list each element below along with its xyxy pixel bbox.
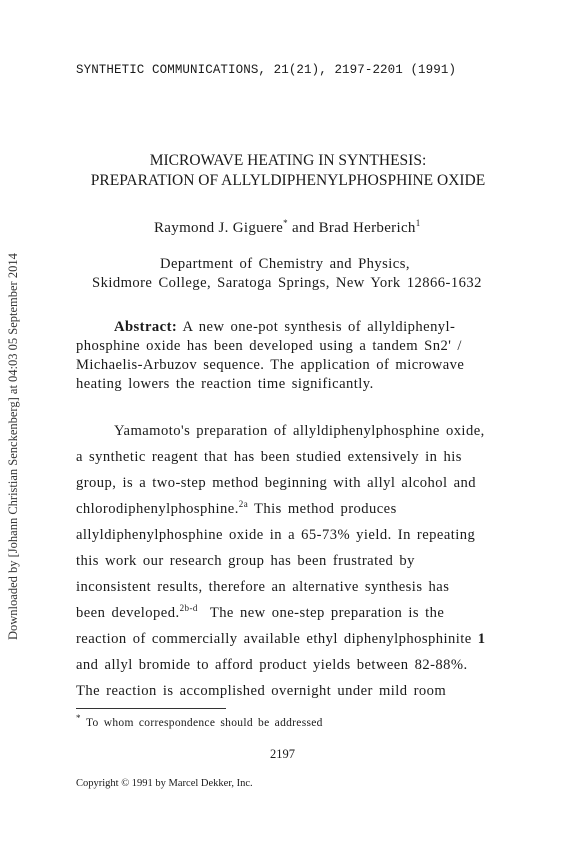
body-line-7: inconsistent results, therefore an alternative synthesis has bbox=[76, 579, 450, 595]
body-line-1: Yamamoto's preparation of allyldiphenylphosphine oxide, bbox=[114, 423, 485, 439]
body-line-4: chlorodiphenylphosphine.$^{2a}$ This method produces bbox=[76, 499, 397, 517]
body-line-10: and allyl bromide to afford product yields between 82-88%. bbox=[76, 657, 468, 673]
body-line-9: reaction of commercially available ethyl diphenylphosphinite 1 bbox=[76, 631, 486, 647]
reference-2b-d: 2b-d bbox=[179, 603, 198, 614]
title-line-1: MICROWAVE HEATING IN SYNTHESIS: bbox=[149, 152, 427, 169]
abstract-line-4: heating lowers the reaction time significantly. bbox=[76, 376, 374, 392]
author-2-note-mark: 1 bbox=[415, 218, 421, 228]
journal-header: SYNTHETIC COMMUNICATIONS, 21(21), 2197-2201 (1991) bbox=[76, 63, 457, 77]
page-number: 2197 bbox=[270, 747, 295, 761]
author-connector: and bbox=[287, 220, 319, 236]
body-line-2: a synthetic reagent that has been studied extensively in his bbox=[76, 449, 462, 465]
affiliation-line-1: Department of Chemistry and Physics, bbox=[160, 256, 410, 272]
body-line-11: The reaction is accomplished overnight under mild room bbox=[76, 683, 447, 699]
abstract-line-3: Michaelis-Arbuzov sequence. The application of microwave bbox=[76, 357, 465, 373]
body-line-6: this work our research group has been frustrated by bbox=[76, 553, 415, 569]
footnote bbox=[76, 713, 323, 729]
title-line-2: PREPARATION OF ALLYLDIPHENYLPHOSPHINE OXIDE bbox=[90, 172, 486, 189]
author-line bbox=[154, 220, 421, 237]
corresponding-mark: * bbox=[283, 218, 288, 228]
author-1: Raymond J. Giguere bbox=[154, 220, 284, 236]
reference-2a: 2a bbox=[238, 499, 249, 510]
abstract-line-2: phosphine oxide has been developed using a tandem Sn2' / bbox=[76, 338, 462, 354]
footnote-text: To whom correspondence should be addressed bbox=[86, 717, 323, 729]
body-line-8: been developed.$^{2b-d}$ The new one-step preparation is the bbox=[76, 603, 445, 621]
footnote-mark: * bbox=[76, 713, 81, 724]
affiliation-line-2: Skidmore College, Saratoga Springs, New York 12866-1632 bbox=[92, 275, 482, 291]
body-line-5: allyldiphenylphosphine oxide in a 65-73% yield. In repeating bbox=[76, 527, 476, 543]
author-2: Brad Herberich bbox=[318, 220, 416, 236]
download-note: Downloaded by [Johann Christian Senckenberg] at 04:03 05 September 2014 bbox=[6, 253, 20, 640]
compound-number: 1 bbox=[477, 631, 486, 647]
footnote-rule bbox=[76, 708, 226, 709]
abstract-label: Abstract: bbox=[114, 319, 178, 335]
body-line-3: group, is a two-step method beginning with allyl alcohol and bbox=[76, 475, 477, 491]
copyright-line: Copyright © 1991 by Marcel Dekker, Inc. bbox=[76, 778, 253, 789]
abstract-line-1: Abstract: A new one-pot synthesis of allyldiphenyl- bbox=[114, 319, 456, 335]
